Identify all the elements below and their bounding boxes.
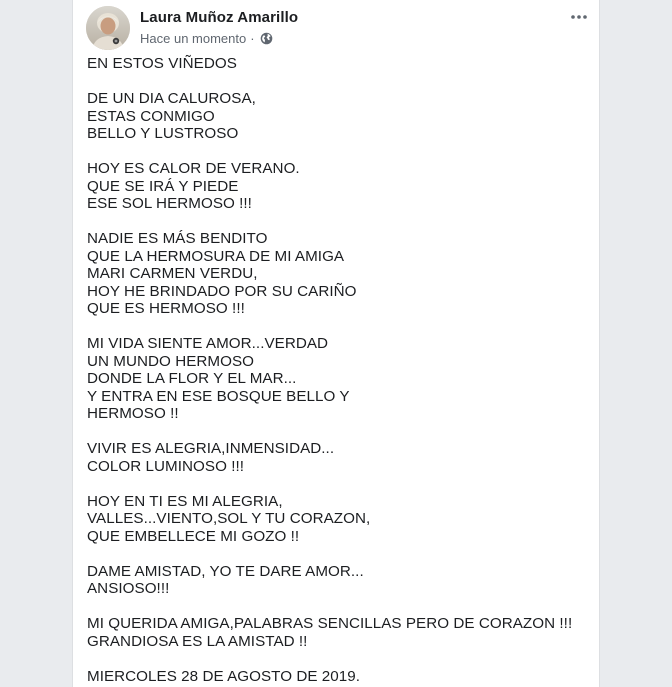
post-text-line: MIERCOLES 28 DE AGOSTO DE 2019. xyxy=(87,667,361,685)
post-text-line: HERMOSO !! xyxy=(87,405,179,422)
more-options-icon xyxy=(571,15,587,19)
post-text-line: BELLO Y LUSTROSO xyxy=(87,125,239,142)
post-card xyxy=(72,0,600,687)
post-text-line: ESTAS CONMIGO xyxy=(87,107,215,125)
post-stanza xyxy=(87,440,587,475)
post-stanza xyxy=(87,615,587,650)
post-text-line: VALLES...VIENTO,SOL Y TU CORAZON, xyxy=(87,510,371,527)
post-text-line: MARI CARMEN VERDU, xyxy=(87,265,258,282)
post-stanza xyxy=(87,563,587,598)
post-text-line: QUE LA HERMOSURA DE MI AMIGA xyxy=(87,247,345,265)
post-timestamp[interactable]: Hace un momento xyxy=(140,30,247,46)
post-text-line: MI QUERIDA AMIGA,PALABRAS SENCILLAS PERO DE CORAZON !!! xyxy=(87,615,573,632)
meta-separator: · xyxy=(250,30,255,46)
globe-icon[interactable] xyxy=(260,32,273,45)
post-stanza xyxy=(87,668,587,686)
post-text-line: GRANDIOSA ES LA AMISTAD !! xyxy=(87,632,308,650)
post-text-line: DE UN DIA CALUROSA, xyxy=(87,90,256,107)
post-text-line: COLOR LUMINOSO !!! xyxy=(87,457,245,475)
more-options-button[interactable] xyxy=(568,6,590,28)
post-text-line: EN ESTOS VIÑEDOS xyxy=(87,55,237,72)
post-text-line: HOY EN TI ES MI ALEGRIA, xyxy=(87,492,283,510)
post-text-line: QUE SE IRÁ Y PIEDE xyxy=(87,177,239,195)
post-text-line: VIVIR ES ALEGRIA,INMENSIDAD... xyxy=(87,440,335,457)
post-text-line: HOY HE BRINDADO POR SU CARIÑO xyxy=(87,282,357,300)
post-text-line: ESE SOL HERMOSO !!! xyxy=(87,195,252,212)
post-text-line: QUE ES HERMOSO !!! xyxy=(87,300,245,317)
post-text-line: DAME AMISTAD, YO TE DARE AMOR... xyxy=(87,562,364,580)
post-text-line: DONDE LA FLOR Y EL MAR... xyxy=(87,370,297,387)
post-text-line: QUE EMBELLECE MI GOZO !! xyxy=(87,527,300,545)
avatar-image xyxy=(86,6,130,50)
post-body xyxy=(87,55,587,687)
post-stanza xyxy=(87,55,587,73)
post-meta xyxy=(140,30,273,46)
post-stanza xyxy=(87,160,587,213)
avatar[interactable] xyxy=(86,6,130,50)
post-header xyxy=(73,0,599,56)
author-name[interactable]: Laura Muñoz Amarillo xyxy=(140,9,299,26)
post-text-line: ANSIOSO!!! xyxy=(87,580,170,597)
post-stanza xyxy=(87,335,587,423)
post-stanza xyxy=(87,230,587,318)
post-stanza xyxy=(87,493,587,546)
post-text-line: UN MUNDO HERMOSO xyxy=(87,352,255,370)
post-stanza xyxy=(87,90,587,143)
post-text-line: NADIE ES MÁS BENDITO xyxy=(87,230,268,247)
post-text-line: HOY ES CALOR DE VERANO. xyxy=(87,160,300,177)
post-text-line: MI VIDA SIENTE AMOR...VERDAD xyxy=(87,335,329,352)
post-text-line: Y ENTRA EN ESE BOSQUE BELLO Y xyxy=(87,387,350,405)
